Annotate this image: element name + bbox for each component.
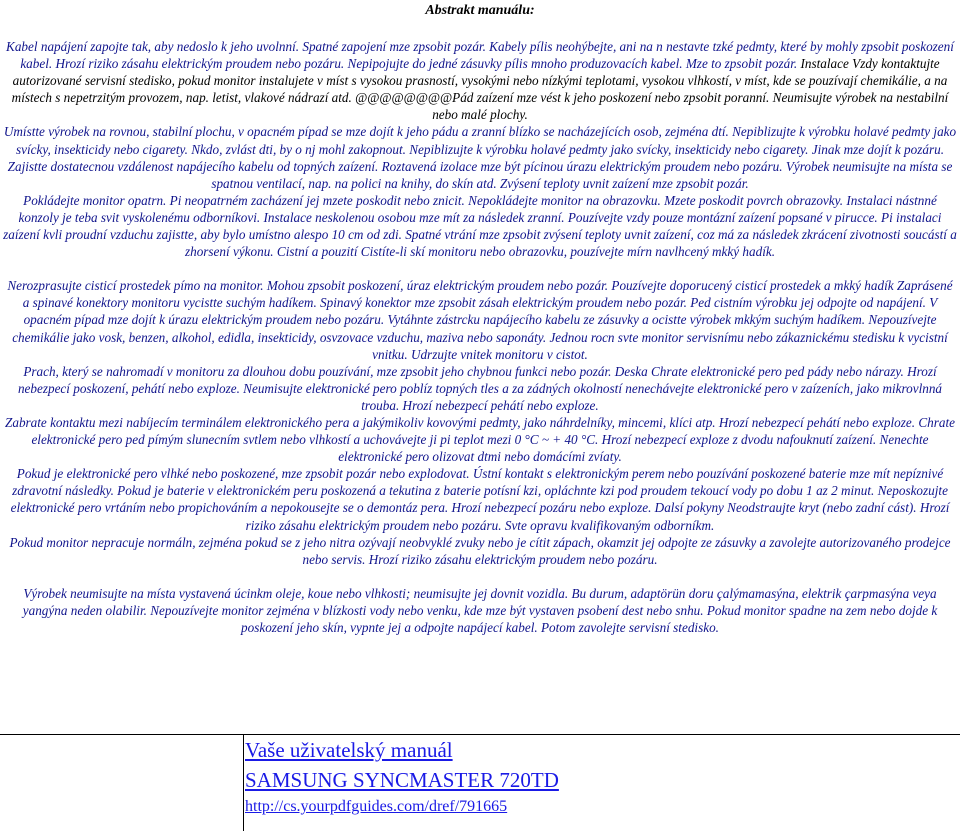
paragraph-8	[3, 465, 957, 533]
text-run: Instalace Vzdy kontaktujte autorizované servisní stedisko, pokud monitor instalujete v míst s vysokou prasností, vysokými nebo nízkými teplotami, vysokou vlhkostí, v míst, kde se pouzívají chemikálie, a na místech s nepetrzitým provozem, nap. letist, vlakové nádrazí atd. @@@@@@@@Pád zaízení mze vést k jeho poskození nebo zpsobit poranní. Neumisujte výrobek na nestabilní nebo malé plochy.	[11, 56, 949, 123]
footer-divider-left	[0, 734, 243, 735]
paragraph-2	[3, 123, 957, 157]
product-model-link[interactable]: SAMSUNG SYNCMASTER 720TD	[245, 768, 559, 792]
paragraph-10	[3, 585, 957, 636]
paragraph-6	[3, 363, 957, 414]
text-run: Pokládejte monitor opatrn. Pi neopatrném zacházení jej mzete poskodit nebo znicit. Nepokládejte monitor na obrazovku. Mzete poskodit povrch obrazovky. Instalaci nástnné konzoly je teba svit vyskolenému odborníkovi. Instalace neskolenou osobou mze mít za následek zranní. Pouzívejte vzdy pouze montázní zaízení popsané v pirucce. Pi instalaci zaízení kvli proudní vzduchu zajistte, aby bylo umístno alespo 10 cm od zdi. Spatné vtrání mze zpsobit zvýsení teploty uvnit zaízení, coz má za následek zkrácení zivotnosti soucástí a zhorsení výkonu. Cistní a pouzití Cistíte-li skí monitoru nebo obrazovku, pouzívejte mírn navlhcený mkký hadík.	[3, 192, 957, 260]
text-run: Nerozprasujte cisticí prostedek pímo na monitor. Mohou zpsobit poskození, úraz elektrickým proudem nebo pozár. Pouzívejte doporucený cisticí prostedek a mkký hadík Zaprásené a spinavé konektory monitoru vycistte suchým hadíkem. Spinavý konektor mze zpsobit zásah elektrickým proudem nebo pozár. Ped cistním výrobku jej odpojte od napájení. V opacném pípad mze dojít k úrazu elektrickým proudem nebo pozáru. Vytáhnte zástrcku napájecího kabelu ze zásuvky a ocistte výrobek mkkým suchým hadíkem. Nepouzívejte chemikálie jako vosk, benzen, alkohol, edidla, insekticidy, osvzovace vzduchu, maziva nebo saponáty. Jednou rocn svte monitor servisnímu nebo zákaznickému stedisku k vycistní vnitku. Udrzujte vnitek monitoru v cistot.	[7, 278, 953, 362]
paragraph-7	[3, 414, 957, 465]
text-run: Umístte výrobek na rovnou, stabilní plochu, v opacném pípad se mze dojít k jeho pádu a zranní blízko se nacházejících osob, zejména dtí. Nepiblizujte k výrobku holavé pedmty jako svícky, insekticidy nebo cigarety. Nkdo, zvlást dti, by o nj mohl zakopnout. Nepiblizujte k výrobku holavé pedmty jako svícky, insekticidy nebo cigarety. Jinak mze dojít k pozáru.	[3, 124, 957, 157]
text-run: Zajistte dostatecnou vzdálenost napájecího kabelu od topných zaízení. Roztavená izolace mze být pícinou úrazu elektrickým proudem nebo pozáru. Výrobek neumisujte na místa se spatnou ventilací, nap. na polici na knihy, do skín atd. Zvýsení teploty uvnit zaízení mze zpsobit pozár.	[7, 158, 953, 191]
paragraph-9	[3, 534, 957, 568]
user-manual-link[interactable]: Vaše uživatelský manuál	[245, 738, 453, 762]
text-run: Zabrate kontaktu mezi nabíjecím terminálem elektronického pera a jakýmikoliv kovovými pedmty, jako náhrdelníky, mincemi, klíci atp. Hrozí nebezpecí pehátí nebo exploze. Chrate elektronické pero ped pímým slunecním svtlem nebo vlhkostí a uchovávejte ji pi teplot mezi 0 °C ~ + 40 °C. Hrozí nebezpecí exploze z dvodu nafouknutí zaízení. Nenechte elektronické pero olizovat dtmi nebo domácími zvíaty.	[5, 414, 955, 465]
paragraph-1	[3, 38, 957, 123]
manual-url-link[interactable]: http://cs.yourpdfguides.com/dref/791665	[245, 798, 508, 815]
paragraph-5	[3, 277, 957, 362]
page-title: Abstrakt manuálu:	[425, 3, 535, 18]
text-run: Prach, který se nahromadí v monitoru za dlouhou dobu pouzívání, mze zpsobit jeho chybnou funkci nebo pozár. Deska Chrate elektronické pero ped pády nebo nárazy. Hrozí nebezpecí poskození, pehátí nebo exploze. Neumisujte elektronické pero poblíz topných tles a za zádných okolností nenechávejte elektronické pero v zaízeních, jako mikrovlnná trouba. Hrozí nebezpecí pehátí nebo exploze.	[17, 363, 943, 413]
paragraph-3	[3, 158, 957, 192]
text-run: Výrobek neumisujte na místa vystavená úcinkm oleje, koue nebo vlhkosti; neumisujte jej dovnit vozidla. Bu durum, adaptörün doru çalýmamasýna, elektrik çarpmasýna veya yangýna neden olabilir. Nepouzívejte monitor zejména v blízkosti vody nebo venku, kde mze být vystaven psobení dest nebo snhu. Pokud monitor spadne na zem nebo dojde k poskození jeho skín, vypnte jej a odpojte napájecí kabel. Potom zavolejte servisní stedisko.	[22, 585, 938, 635]
text-run: Nepipojujte do jedné zásuvky pílis mnoho produzovacích kabel. Mze to zpsobit pozár.	[347, 56, 801, 72]
text-run: Pokud monitor nepracuje normáln, zejména pokud se z jeho nitra ozývají neobvyklé zvuky nebo je cítit zápach, okamzit jej odpojte ze zásuvky a zavolejte autorizovaného prodejce nebo servis. Hrozí riziko zásahu elektrickým proudem nebo pozáru.	[9, 534, 951, 567]
text-run: Pokud je elektronické pero vlhké nebo poskozené, mze zpsobit pozár nebo explodovat. Ústní kontakt s elektronickým perem nebo pouzívání poskozené baterie mze mít nepíznivé zdravotní následky. Pokud je baterie v elektronickém peru poskozená a tekutina z baterie potísní kzi, opláchnte kzi pod proudem tekoucí vody po dobu 1 az 2 minut. Neposkozujte elektronické pero vrtáním nebo propichováním a nepokousejte se o demontáz pera. Hrozí nebezpecí pozáru nebo exploze. Dalsí pokyny Neodstraujte kryt (nebo zadní cást). Hrozí riziko zásahu elektrickým proudem nebo pozáru. Svte opravu kvalifikovaným odborníkm.	[10, 466, 950, 533]
manual-abstract-body	[3, 38, 957, 636]
text-run: Kabel napájení zapojte tak, aby nedoslo k jeho uvolnní. Spatné zapojení mze zpsobit pozár. Kabely pílis neohýbejte, ani na n nestavte tzké pedmty, které by mohly zpsobit poskození kabel. Hrozí riziko zásahu elektrickým proudem nebo pozáru.	[6, 39, 954, 72]
paragraph-4	[3, 192, 957, 260]
